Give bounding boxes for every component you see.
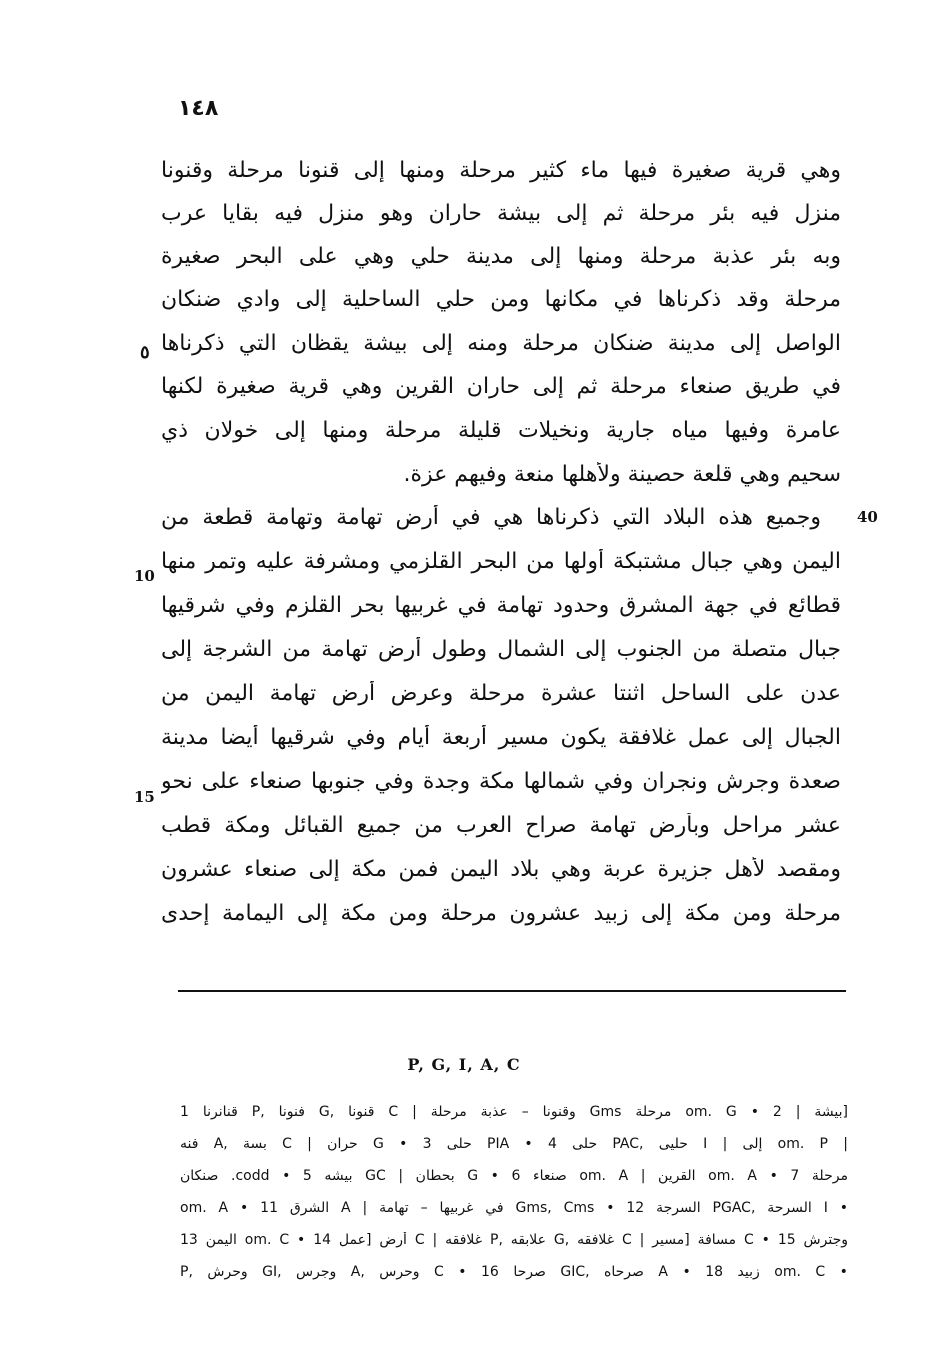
section-number-40: 40 <box>857 508 878 526</box>
body-line: جبال متصلة من الجنوب إلى الشمال وطول أرض تهامة من الشرجة إلى <box>161 637 841 662</box>
line-number-10: 10 <box>134 567 155 585</box>
body-line: عامرة وفيها مياه جارية ونخيلات قليلة مرحلة ومنها إلى خولان ذي <box>161 418 841 443</box>
apparatus-line: مرحلة 7 • om. A القرين | om. A صنعاء 6 • G بحطان | GC بيشه 5 • codd. صنكان <box>180 1168 848 1184</box>
body-line: مرحلة ومن مكة إلى زبيد عشرون مرحلة ومن مكة إلى اليمامة إحدى <box>161 901 841 926</box>
body-line: سحيم وهي قلعة حصينة ولأهلها منعة وفيهم عزة. <box>403 462 841 487</box>
body-line: وبه بئر عذبة مرحلة ومنها إلى مدينة حلي وهي على البحر صغيرة <box>161 244 841 269</box>
manuscript-sigla: P, G, I, A, C <box>407 1055 521 1074</box>
body-line: الجبال إلى عمل غلافقة يكون مسير أربعة أيام وفي شرقيها أيضا مدينة <box>161 725 841 750</box>
apparatus-line: • om. C زبيد 18 • A صرحاه ,GIC صرحا 16 • C وحرس ,A وجرس ,GI وحرش ,P <box>180 1264 848 1280</box>
body-line: قطائع في جهة المشرق وحدود تهامة في غربيها بحر القلزم وفي شرقيها <box>161 593 841 618</box>
body-line: ومقصد لأهل جزيرة عربة وهي بلاد اليمن فمن مكة إلى صنعاء عشرون <box>161 857 841 882</box>
line-number-5: ٥ <box>140 342 150 363</box>
apparatus-line: [بيشة | om. G • 2 مرحلة Gms وقنونا – عذبة مرحلة | C قنونا ,G فنونا ,P قنانرنا 1 <box>180 1104 848 1120</box>
body-line: عدن على الساحل اثنتا عشرة مرحلة وعرض أرض تهامة اليمن من <box>161 681 841 706</box>
body-line: وجميع هذه البلاد التي ذكرناها هي في أرض تهامة وتهامة قطعة من <box>161 505 821 530</box>
apparatus-line: | om. P إلى | I حليى ,PAC حلى 4 • PIA حلى 3 • G حران | C بسة ,A فنه <box>180 1136 848 1152</box>
body-line: مرحلة وقد ذكرناها في مكانها ومن حلي الساحلية إلى وادي ضنكان <box>161 287 841 312</box>
page-number: ١٤٨ <box>178 96 219 121</box>
footnote-rule <box>178 990 846 992</box>
body-line: عشر مراحل وبأرض تهامة صراح العرب من جميع القبائل ومكة قطب <box>161 813 841 838</box>
body-line: الواصل إلى مدينة ضنكان مرحلة ومنه إلى بيشة يقظان التي ذكرناها <box>161 331 841 356</box>
body-line: وهي قرية صغيرة فيها ماء كثير مرحلة ومنها إلى قنونا مرحلة وقنونا <box>161 158 841 183</box>
apparatus-line: وجترش 15 • C مسافة [مسير | C غلافقه ,G علابقه ,P غلافقه | C أرض [عمل 14 • om. C اليمن 13 <box>180 1232 848 1248</box>
line-number-15: 15 <box>134 788 155 806</box>
apparatus-line: • I السرحة ,PGAC السرجة 12 • Gms, Cms في غربيها – تهامة | A الشرق 11 • om. A <box>180 1200 848 1216</box>
body-line: اليمن وهي جبال مشتبكة أولها من البحر القلزمي ومشرفة عليه وتمر منها <box>161 549 841 574</box>
body-line: في طريق صنعاء مرحلة ثم إلى حاران القرين وهي قرية صغيرة لكنها <box>161 374 841 399</box>
body-line: منزل فيه بئر مرحلة ثم إلى بيشة حاران وهو منزل فيه بقايا عرب <box>161 201 841 226</box>
body-line: صعدة وجرش ونجران وفي شمالها مكة وجدة وفي جنوبها صنعاء على نحو <box>161 769 841 794</box>
